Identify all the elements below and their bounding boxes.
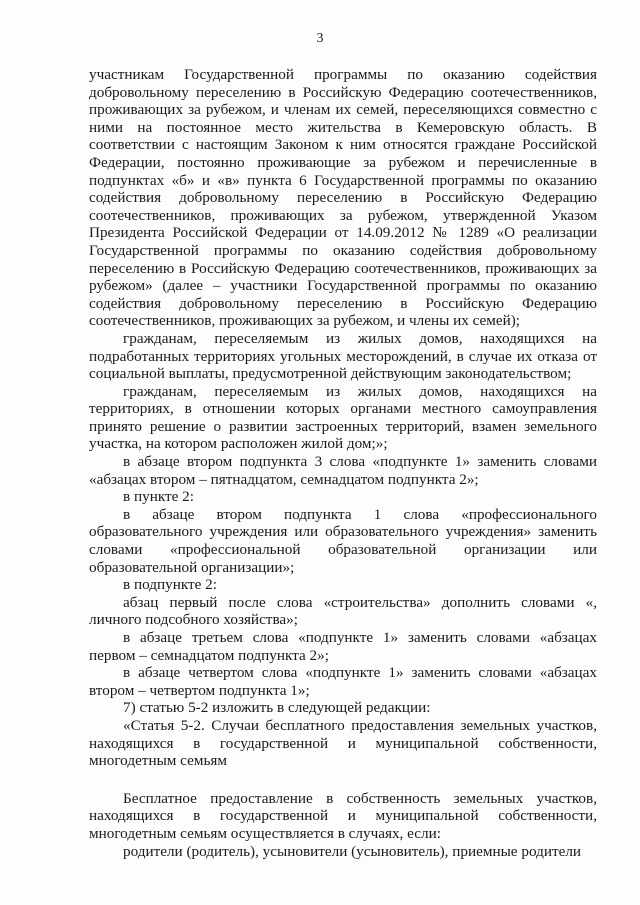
paragraph-built-up-territories: гражданам, переселяемым из жилых домов, находящихся на территориях, в отношении которых органами местного самоуправления принято решение о развитии застроенных территорий, взамен земельного участка, на котором расположен жилой дом;»;	[89, 382, 597, 453]
paragraph-point-2-heading: в пункте 2:	[123, 488, 194, 506]
paragraph-participants: участникам Государственной программы по оказанию содействия добровольному переселению в Российскую Федерацию соотечественников, проживающих за рубежом, и членам их семей, переселяющихся совместно с ними на постоянное место жительства в Кемеровскую область. В соответствии с настоящим Законом к ним относятся граждане Российской Федерации, постоянно проживающие за рубежом и перечисленные в подпунктах «б» и «в» пункта 6 Государственной программы по оказанию содействия добровольному переселению в Российскую Федерацию соотечественников, проживающих за рубежом, утвержденной Указом Президента Российской Федерации от 14.09.2012 № 1289 «О реализации Государственной программы по оказанию содействия добровольному переселению в Российскую Федерацию соотечественников, проживающих за рубежом» (далее – участники Государственной программы по оказанию содействия добровольному переселению в Российскую Федерацию соотечественников, проживающих за рубежом, и члены их семей);	[89, 66, 597, 330]
paragraph-third-abzac-amendment: в абзаце третьем слова «подпункте 1» заменить словами «абзацах первом – семнадцатом подпункта 2»;	[89, 629, 597, 664]
paragraph-subclause-3-amendment: в абзаце втором подпункта 3 слова «подпункте 1» заменить словами «абзацах втором – пятнадцатом, семнадцатом подпункта 2»;	[89, 453, 597, 488]
paragraph-subclause-1-amendment: в абзаце втором подпункта 1 слова «профессионального образовательного учреждения или образовательного учреждения» заменить словами «профессиональной образовательной организации или образовательной организации»;	[89, 505, 597, 576]
paragraph-subclause-2-heading: в подпункте 2:	[123, 576, 217, 594]
paragraph-first-abzac-amendment: абзац первый после слова «строительства» дополнить словами «, личного подсобного хозяйства»;	[89, 593, 597, 629]
paragraph-parents: родители (родитель), усыновители (усыновитель), приемные родители	[123, 842, 582, 860]
paragraph-fourth-abzac-amendment: в абзаце четвертом слова «подпункте 1» заменить словами «абзацах втором – четвертом подпункта 1»;	[89, 664, 597, 699]
page-number: 3	[316, 31, 324, 46]
article-heading: «Статья 5-2. Случаи бесплатного предоставления земельных участков, находящихся в государственной и муниципальной собственности, многодетным семьям	[89, 716, 597, 770]
paragraph-article-5-2-intro: 7) статью 5-2 изложить в следующей редакции:	[123, 699, 431, 717]
blank-line	[89, 770, 597, 790]
document-body	[89, 66, 597, 860]
paragraph-free-provision: Бесплатное предоставление в собственность земельных участков, находящихся в государственной и муниципальной собственности, многодетным семьям осуществляется в случаях, если:	[89, 789, 597, 842]
paragraph-coal-territories: гражданам, переселяемым из жилых домов, находящихся на подработанных территориях угольных месторождений, в случае их отказа от социальной выплаты, предусмотренной действующим законодательством;	[89, 329, 597, 383]
